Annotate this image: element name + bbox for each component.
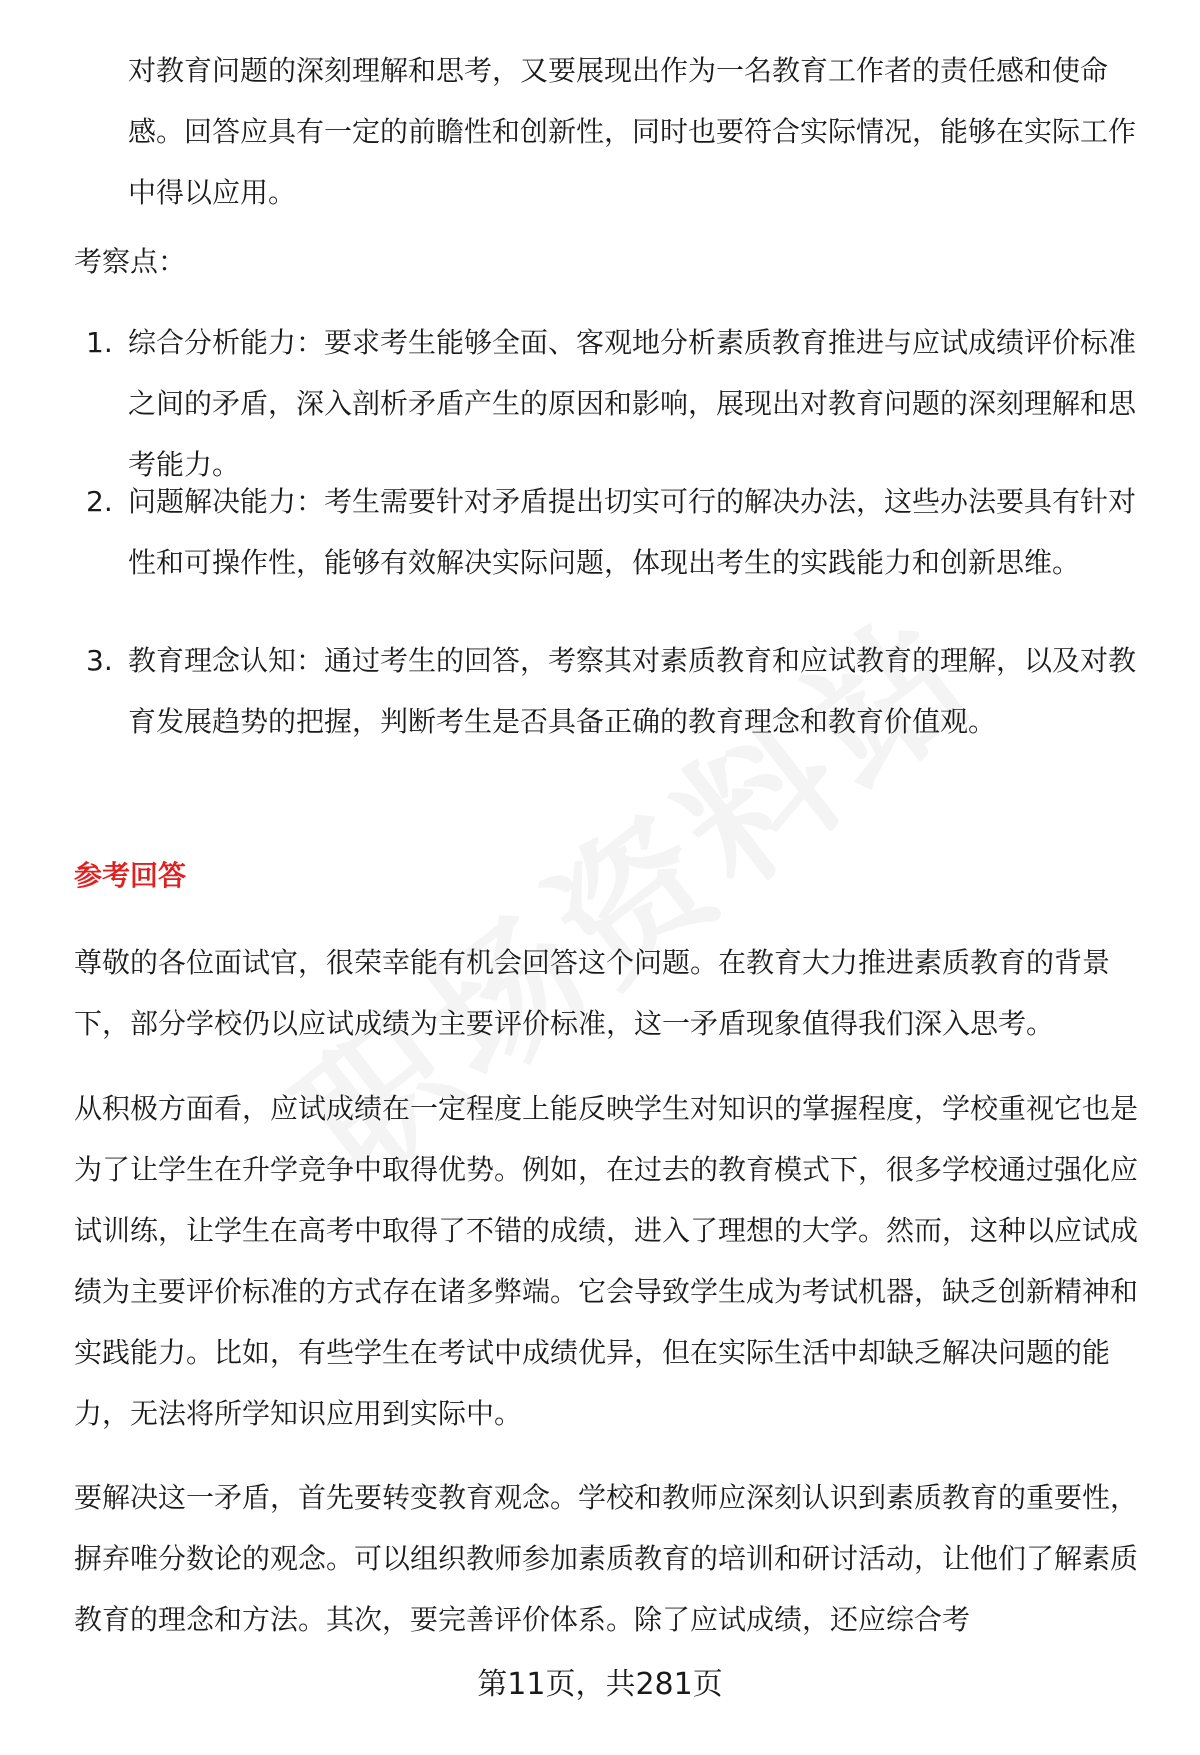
list-item-text: 综合分析能力：要求考生能够全面、客观地分析素质教育推进与应试成绩评价标准之间的矛盾，深入剖析矛盾产生的原因和影响，展现出对教育问题的深刻理解和思考能力。 — [128, 326, 1137, 481]
list-number: 3. — [86, 644, 113, 677]
page-number: 第11页，共281页 — [477, 1667, 723, 1702]
answer-paragraph: 尊敬的各位面试官，很荣幸能有机会回答这个问题。在教育大力推进素质教育的背景下，部分学校仍以应试成绩为主要评价标准，这一矛盾现象值得我们深入思考。 — [74, 946, 1111, 1040]
list-number: 1. — [86, 326, 113, 359]
list-item-text: 问题解决能力：考生需要针对矛盾提出切实可行的解决办法，这些办法要具有针对性和可操作性，能够有效解决实际问题，体现出考生的实践能力和创新思维。 — [128, 485, 1137, 579]
list-item — [74, 630, 1148, 752]
answer-heading: 参考回答 — [74, 859, 187, 892]
list-item-text: 教育理念认知：通过考生的回答，考察其对素质教育和应试教育的理解，以及对教育发展趋势的把握，判断考生是否具备正确的教育理念和教育价值观。 — [128, 644, 1137, 738]
continuation-paragraph: 对教育问题的深刻理解和思考，又要展现出作为一名教育工作者的责任感和使命感。回答应具有一定的前瞻性和创新性，同时也要符合实际情况，能够在实际工作中得以应用。 — [128, 54, 1137, 209]
answer-paragraph: 要解决这一矛盾，首先要转变教育观念。学校和教师应深刻认识到素质教育的重要性，摒弃唯分数论的观念。可以组织教师参加素质教育的培训和研讨活动，让他们了解素质教育的理念和方法。其次，要完善评价体系。除了应试成绩，还应综合考 — [74, 1481, 1139, 1636]
focus-list — [74, 312, 1148, 752]
answer-paragraph: 从积极方面看，应试成绩在一定程度上能反映学生对知识的掌握程度，学校重视它也是为了让学生在升学竞争中取得优势。例如，在过去的教育模式下，很多学校通过强化应试训练，让学生在高考中取得了不错的成绩，进入了理想的大学。然而，这种以应试成绩为主要评价标准的方式存在诸多弊端。它会导致学生成为考试机器，缺乏创新精神和实践能力。比如，有些学生在考试中成绩优异，但在实际生活中却缺乏解决问题的能力，无法将所学知识应用到实际中。 — [74, 1092, 1139, 1430]
list-item — [74, 471, 1148, 654]
focus-heading: 考察点： — [74, 245, 187, 278]
list-item — [74, 312, 1148, 495]
list-number: 2. — [86, 485, 113, 518]
